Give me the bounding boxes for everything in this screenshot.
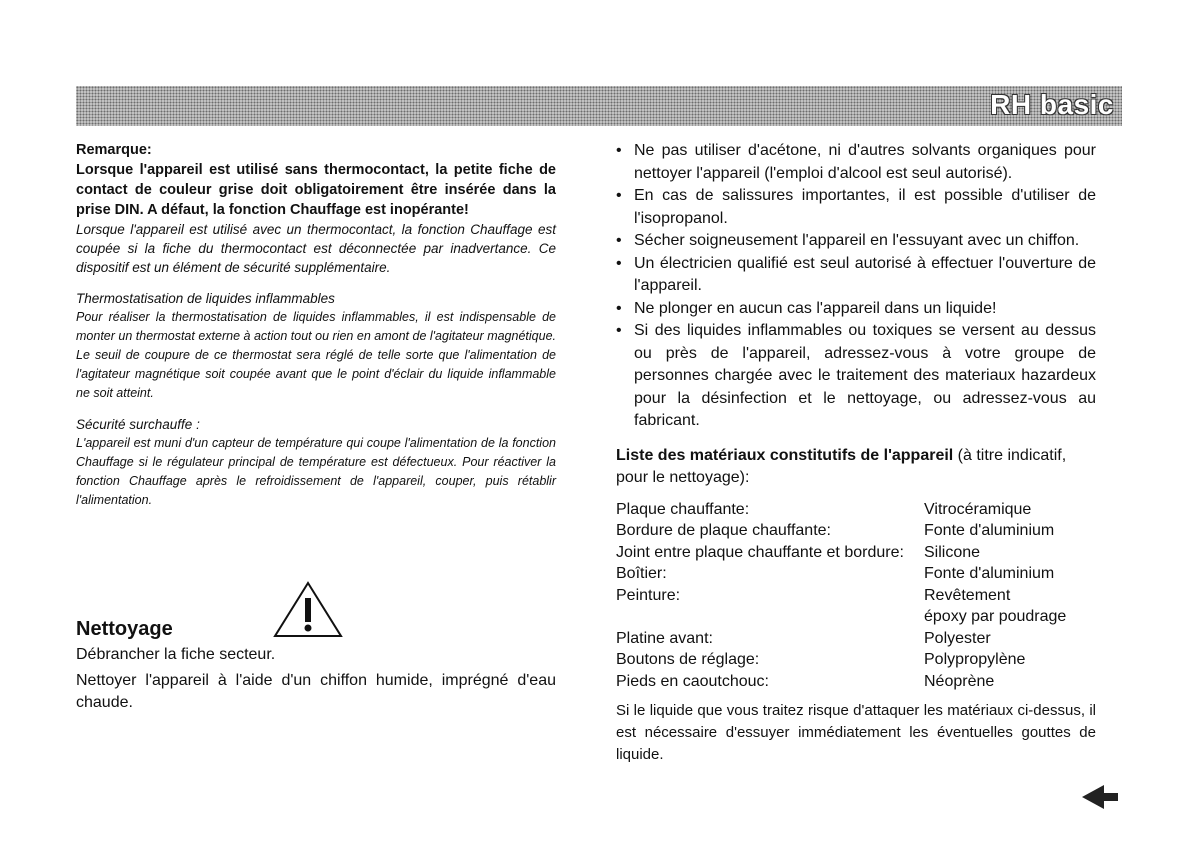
material-value: Polyester (924, 629, 991, 647)
cleaning-line-2: Nettoyer l'appareil à l'aide d'un chiffon humide, imprégné d'eau chaude. (76, 672, 556, 711)
remark-title: Remarque: (76, 142, 152, 158)
material-part: Bordure de plaque chauffante: (616, 522, 831, 539)
materials-table (616, 499, 1096, 693)
page-arrow-icon (1080, 783, 1120, 811)
table-row (616, 606, 1096, 628)
materials-heading (616, 445, 1096, 489)
table-row (616, 671, 1096, 693)
remark-bold-text: Lorsque l'appareil est utilisé sans thermocontact, la petite fiche de contact de couleur grise doit obligatoirement être insérée dans la prise DIN. A défaut, la fonction Chauffage est inopérante! (76, 162, 556, 218)
material-value: Fonte d'aluminium (924, 522, 1055, 539)
material-value: Polypropylène (924, 651, 1026, 668)
thermostat-text: Pour réaliser la thermostatisation de liquides inflammables, il est indispensable de monter un thermostat externe à action tout ou rien en amont de l'agitateur magnétique. Le seuil de coupure de ce thermostat sera réglé de telle sorte que l'alimentation de l'agitateur magnétique soit coupée avant que le point d'éclair du liquide inflammable ne soit atteint. (76, 310, 556, 400)
left-column (76, 140, 556, 510)
list-item: • Si des liquides inflammables ou toxiques se versent au dessus ou près de l'appareil, adressez-vous à votre groupe de personnes chargée avec le traitement des materiaux hazardeux pour la désinfection et le nettoyage, ou adressez-vous au fabricant. (616, 320, 1096, 433)
material-value: époxy par poudrage (924, 608, 1067, 625)
cleaning-title: Nettoyage (76, 618, 173, 640)
list-item: • Ne pas utiliser d'acétone, ni d'autres solvants organiques pour nettoyer l'appareil (l'emploi d'alcool est seul autorisé). (616, 140, 1096, 185)
warning-icon (272, 580, 344, 640)
material-value: Revêtement (924, 586, 1011, 604)
remark-italic-text: Lorsque l'appareil est utilisé avec un thermocontact, la fonction Chauffage est coupée si la fiche du thermocontact est déconnectée par inadvertance. Ce dispositif est un élément de sécurité supplémentaire. (76, 222, 556, 275)
material-value: Néoprène (924, 672, 995, 690)
header-bar (76, 86, 1122, 126)
table-row (616, 649, 1096, 671)
table-row (616, 520, 1096, 542)
overheat-title: Sécurité surchauffe : (76, 417, 200, 432)
material-part: Platine avant: (616, 629, 713, 647)
table-row (616, 499, 1096, 521)
right-column (616, 140, 1096, 766)
material-part: Pieds en caoutchouc: (616, 672, 769, 690)
table-row (616, 542, 1096, 564)
cleaning-line-1: Débrancher la fiche secteur. (76, 646, 276, 663)
list-item: • Sécher soigneusement l'appareil en l'essuyant avec un chiffon. (616, 230, 1096, 253)
list-item: • En cas de salissures importantes, il est possible d'utiliser de l'isopropanol. (616, 185, 1096, 230)
table-row (616, 585, 1096, 607)
materials-note: Si le liquide que vous traitez risque d'attaquer les matériaux ci-dessus, il est nécessaire d'essuyer immédiatement les éventuelles gouttes de liquide. (616, 702, 1096, 763)
table-row (616, 563, 1096, 585)
material-part (616, 606, 924, 628)
material-part: Boîtier: (616, 565, 667, 582)
material-part: Peinture: (616, 586, 681, 604)
material-part: Boutons de réglage: (616, 651, 760, 668)
list-item: • Ne plonger en aucun cas l'appareil dans un liquide! (616, 298, 1096, 321)
materials-title-suffix: (à titre indicatif, pour le nettoyage): (616, 446, 1067, 486)
material-part: Plaque chauffante: (616, 500, 750, 518)
material-part: Joint entre plaque chauffante et bordure: (616, 543, 904, 561)
material-value: Fonte d'aluminium (924, 565, 1055, 582)
overheat-text: L'appareil est muni d'un capteur de température qui coupe l'alimentation de la fonction Chauffage si le régulateur principal de température est défectueux. Pour réactiver la fonction Chauffage après le refroidissement de l'appareil, couper, puis rétablir l'alimentation. (76, 436, 556, 507)
material-value: Vitrocéramique (924, 500, 1032, 518)
materials-title: Liste des matériaux constitutifs de l'appareil (616, 446, 954, 464)
material-value: Silicone (924, 543, 981, 561)
cleaning-section (76, 580, 556, 714)
table-row (616, 628, 1096, 650)
header-title: RH basic (990, 89, 1114, 120)
thermostat-title: Thermostatisation de liquides inflammables (76, 291, 335, 306)
cleaning-bullets (616, 140, 1096, 433)
list-item: • Un électricien qualifié est seul autorisé à effectuer l'ouverture de l'appareil. (616, 253, 1096, 298)
